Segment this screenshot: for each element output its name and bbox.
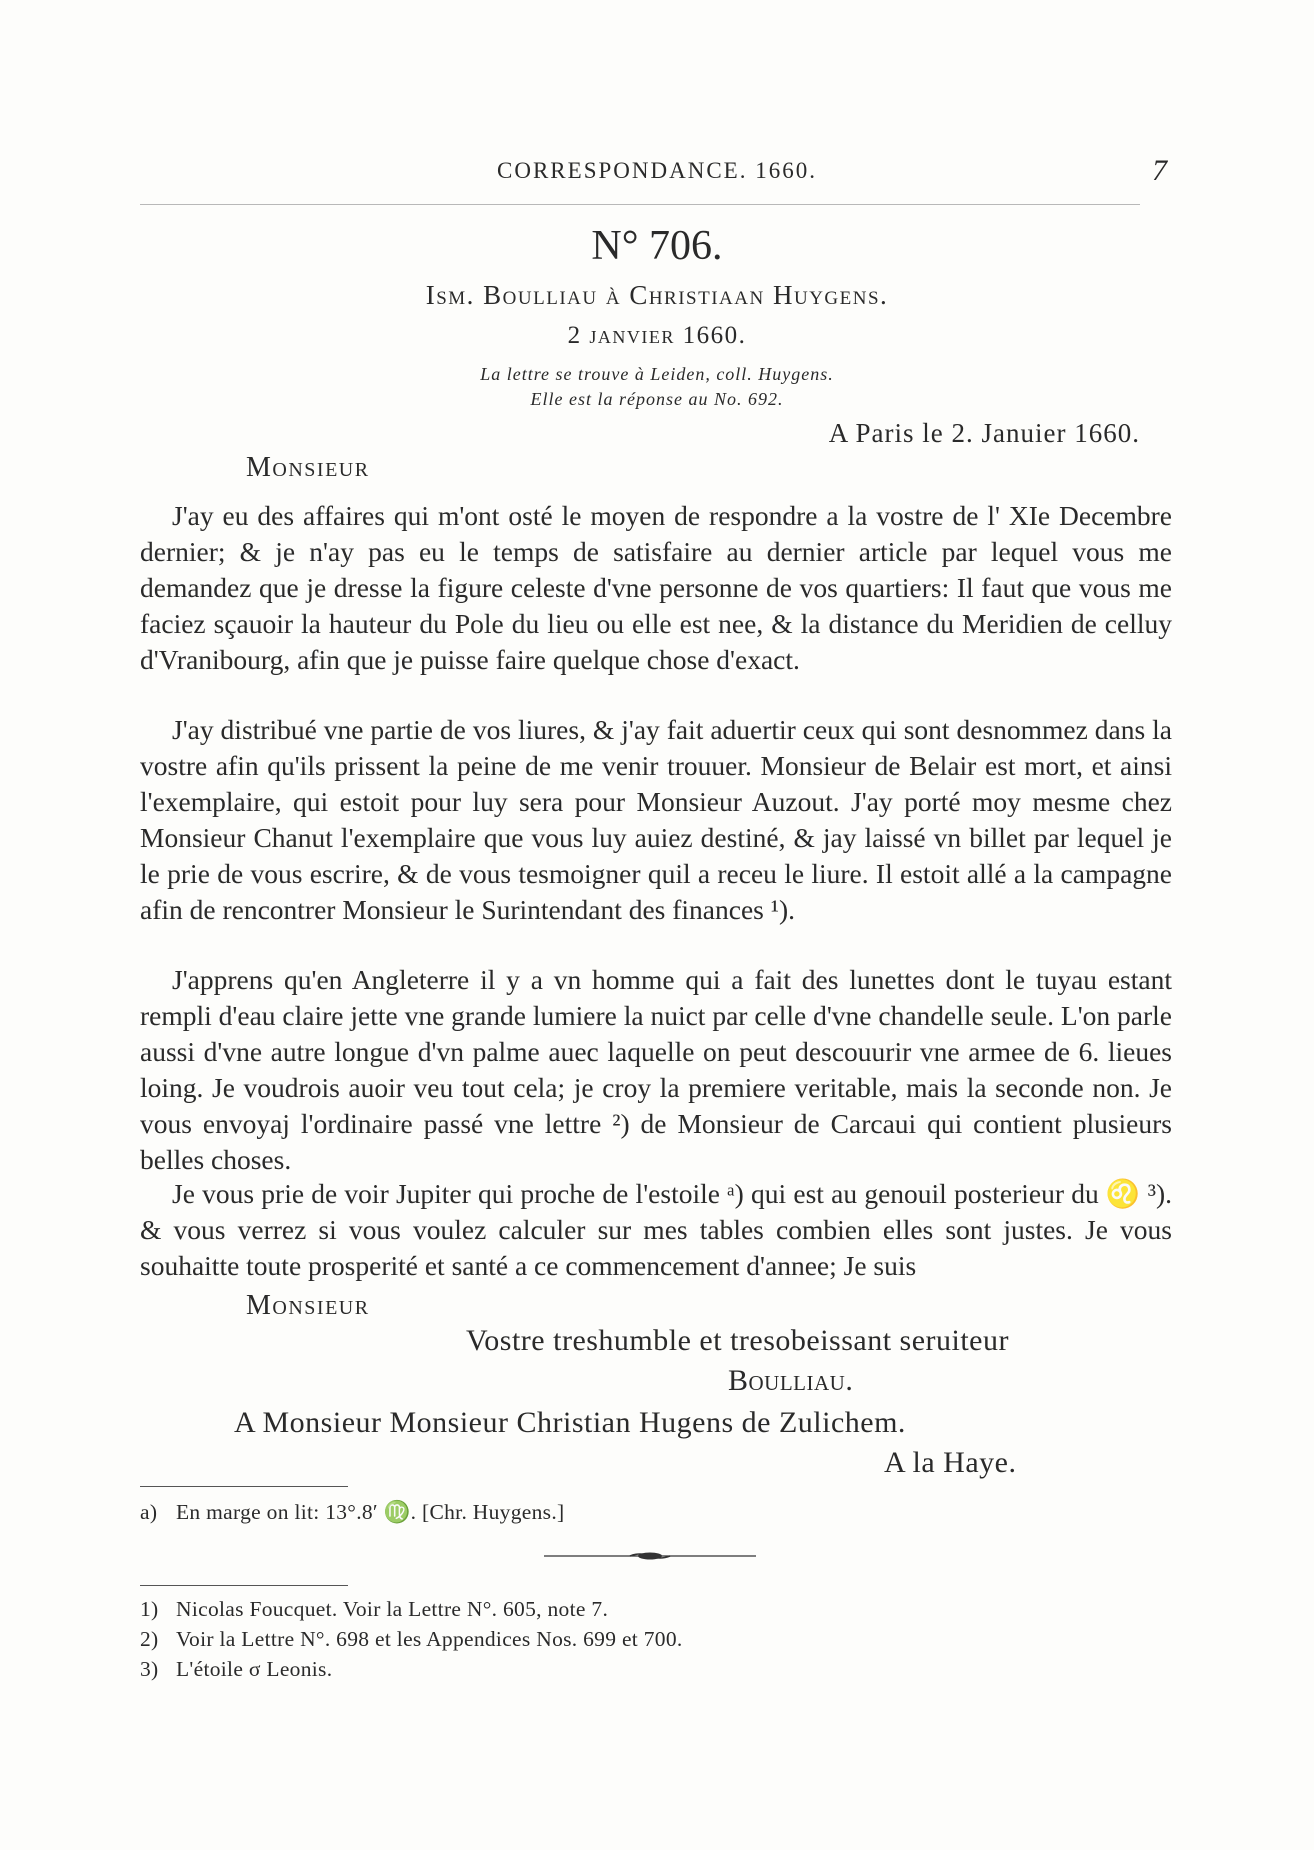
- dateline: A Paris le 2. Januier 1660.: [828, 418, 1140, 448]
- salutation: Monsieur: [246, 452, 370, 483]
- letter-number: N° 706.: [591, 223, 723, 269]
- footnote-text: Nicolas Foucquet. Voir la Lettre N°. 605, note 7.: [176, 1597, 609, 1621]
- margin-note-text: En marge on lit: 13°.8′ ♍. [Chr. Huygens.]: [176, 1500, 565, 1524]
- margin-note-rule: [140, 1486, 348, 1487]
- paragraph-2: J'ay distribué vne partie de vos liures, & j'ay fait aduertir ceux qui sont desnommez dans la vostre afin qu'ils prissent la peine de me venir trouuer. Monsieur de Belair est mort, et ainsi l'exemplaire, qui estoit pour luy sera pour Monsieur Auzout. J'ay porté moy mesme chez Monsieur Chanut l'exemplaire que vous luy auiez destiné, & jay laissé vn billet par lequel je le prie de vous escrire, & de vous tesmoigner quil a receu le liure. Il estoit allé a la campagne afin de rencontrer Monsieur le Surintendant des finances ¹).: [140, 714, 1172, 925]
- footnote-2: [140, 1627, 683, 1652]
- footnote-rule: [140, 1585, 348, 1586]
- source-note-2: Elle est la réponse au No. 692.: [530, 389, 784, 409]
- address-text: A Monsieur Monsieur Christian Hugens de Zulichem.: [234, 1406, 906, 1439]
- correspondents: Ism. Boulliau à Christiaan Huygens.: [425, 280, 889, 310]
- footnote-text: L'étoile σ Leonis.: [176, 1657, 333, 1681]
- header-rule: [140, 204, 1140, 205]
- footnote-marker: 1): [140, 1597, 159, 1621]
- closing: Vostre treshumble et tresobeissant seruiteur: [466, 1324, 1009, 1357]
- closing-salutation: Monsieur: [246, 1290, 370, 1321]
- signature: Boulliau.: [728, 1364, 854, 1397]
- footnote-marker: 2): [140, 1627, 159, 1651]
- paragraph-1: J'ay eu des affaires qui m'ont osté le moyen de respondre a la vostre de l' XIe Decembre dernier; & je n'ay pas eu le temps de satisfaire au dernier article par lequel vous me demandez que je dresse la figure celeste d'vne personne de vos quartiers: Il faut que vous me faciez sçauoir la hauteur du Pole du lieu ou elle est nee, & la distance du Meridien de celluy d'Vranibourg, afin que je puisse faire quelque chose d'exact.: [140, 500, 1172, 675]
- footnote-3: [140, 1657, 332, 1682]
- address-line-2: A la Haye.: [884, 1446, 1017, 1479]
- running-title: CORRESPONDANCE. 1660.: [497, 158, 817, 183]
- letter-date: 2 janvier 1660.: [567, 322, 747, 349]
- footnote-1: [140, 1597, 608, 1622]
- address-line-1: [234, 1406, 906, 1440]
- margin-note: [140, 1500, 564, 1525]
- page-number: 7: [1152, 154, 1167, 187]
- ornament-divider: [544, 1549, 756, 1563]
- paragraph-3: J'apprens qu'en Angleterre il y a vn homme qui a fait des lunettes dont le tuyau estant rempli d'eau claire jette vne grande lumiere la nuict par celle d'vne chandelle seule. L'on parle aussi d'vne autre longue d'vn palme auec laquelle on peut descouurir vne armee de 6. lieues loing. Je voudrois auoir veu tout cela; je croy la premiere veritable, mais la seconde non. Je vous envoyaj l'ordinaire passé vne lettre ²) de Monsieur de Carcaui qui contient plusieurs belles choses.: [140, 964, 1172, 1175]
- footnote-text: Voir la Lettre N°. 698 et les Appendices Nos. 699 et 700.: [176, 1627, 683, 1651]
- footnote-marker: 3): [140, 1657, 159, 1681]
- margin-note-marker: a): [140, 1500, 158, 1524]
- source-note-1: La lettre se trouve à Leiden, coll. Huygens.: [480, 364, 834, 384]
- paragraph-4: Je vous prie de voir Jupiter qui proche de l'estoile ᵃ) qui est au genouil posterieur du ♌ ³). & vous verrez si vous voulez calculer sur mes tables combien elles sont justes. Je vous souhaitte toute prosperité et santé a ce commencement d'annee; Je suis: [140, 1178, 1172, 1281]
